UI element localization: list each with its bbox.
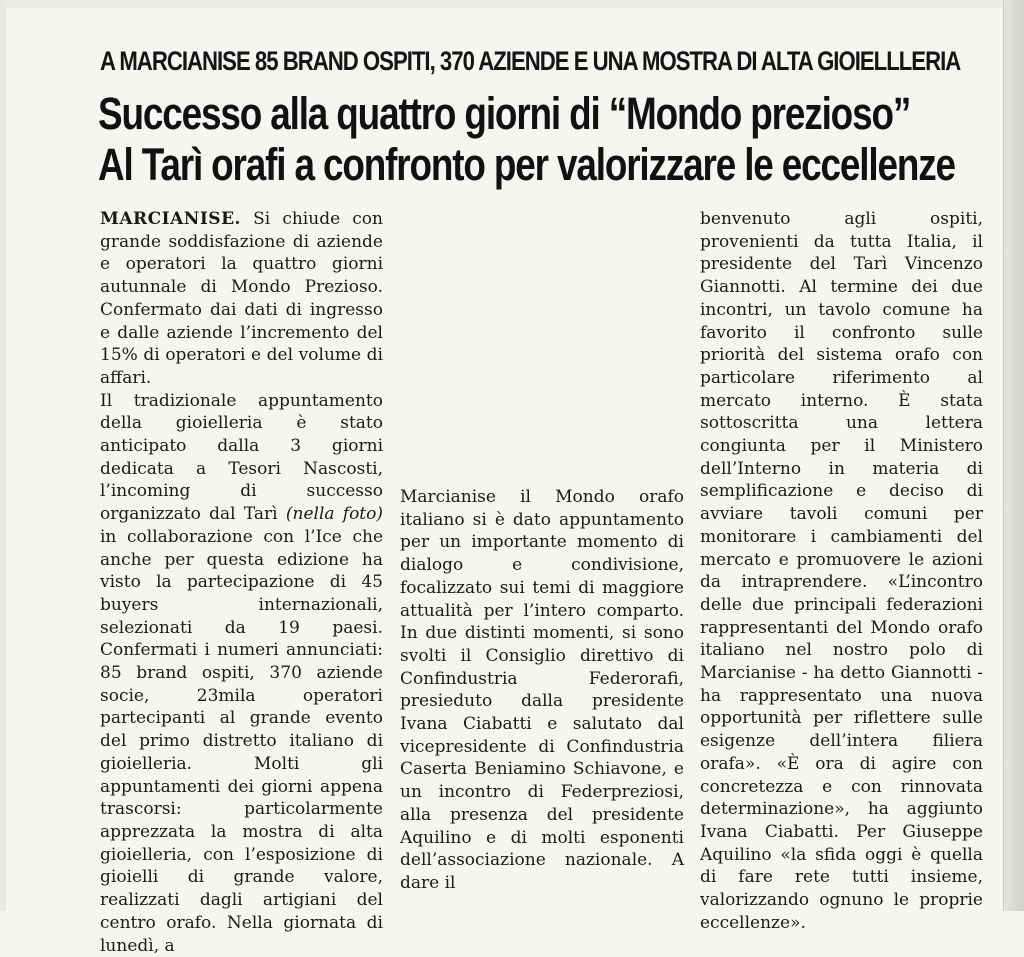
- article-headline: [98, 88, 975, 190]
- paragraph-1: [100, 208, 383, 390]
- column-3-text: benvenuto agli ospiti, provenienti da tutta Italia, il presidente del Tarì Vincenzo Giannotti. Al termine dei due incontri, un tavolo comune ha favorito il confronto sulle priorità del sistema orafo con particolare riferimento al mercato interno. È stata sottoscritta una lettera congiunta per il Ministero dell’Interno in materia di semplificazione e deciso di avviare tavoli comuni per monitorare i cambiamenti del mercato e promuovere le azioni da intraprendere. «L’incontro delle due principali federazioni rappresentanti del Mondo orafo italiano nel nostro polo di Marcianise - ha detto Giannotti - ha rappresentato una nuova opportunità per riflettere sulle esigenze dell’intera filiera orafa». «È ora di agire con concretezza e con rinnovata determinazione», ha aggiunto Ivana Ciabatti. Per Giuseppe Aquilino «la sfida oggi è quella di fare rete tutti insieme, valorizzando ognuno le proprie eccellenze».: [700, 209, 983, 933]
- article-kicker: A MARCIANISE 85 BRAND OSPITI, 370 AZIENDE E UNA MOSTRA DI ALTA GIOIELLLERIA: [100, 46, 961, 76]
- paragraph-2-text-a: Il tradizionale appuntamento della gioielleria è stato anticipato dalla 3 giorni dedicata a Tesori Nascosti, l’incoming di successo organizzato dal Tarì: [100, 390, 383, 525]
- page-edge-left: [0, 0, 6, 911]
- paragraph-2: [100, 390, 383, 957]
- page-edge-right: [1003, 0, 1024, 911]
- article-column-3: [700, 208, 983, 935]
- page-edge-top: [0, 0, 1024, 8]
- photo-reference: (nella foto): [285, 504, 384, 525]
- article-column-2: [400, 486, 684, 895]
- paragraph-2-text-b: in collaborazione con l’Ice che anche per questa edizione ha visto la partecipazione di 45 buyers internazionali, selezionati da 19 paesi. Confermati i numeri annunciati: 85 brand ospiti, 370 aziende socie, 23mila operatori partecipanti al grande evento del primo distretto italiano di gioielleria. Molti gli appuntamenti dei giorni appena trascorsi: particolarmente apprezzata la mostra di alta gioielleria, con l’esposizione di gioielli di grande valore, realizzati dagli artigiani del centro orafo. Nella giornata di lunedì, a: [100, 526, 383, 956]
- paragraph-1-text: Si chiude con grande soddisfazione di aziende e operatori la quattro giorni autunnale di Mondo Prezioso. Confermato dai dati di ingresso e dalle aziende l’incremento del 15% di operatori e del volume di affari.: [100, 209, 383, 388]
- headline-line-1: Successo alla quattro giorni di “Mondo prezioso”: [98, 88, 911, 139]
- column-2-text: Marcianise il Mondo orafo italiano si è dato appuntamento per un importante momento di dialogo e condivisione, focalizzato sui temi di maggiore attualità per l’intero comparto. In due distinti momenti, si sono svolti il Consiglio direttivo di Confindustria Federorafi, presieduto dalla presidente Ivana Ciabatti e salutato dal vicepresidente di Confindustria Caserta Beniamino Schiavone, e un incontro di Federpreziosi, alla presenza del presidente Aquilino e di molti esponenti dell’associazione nazionale. A dare il: [400, 487, 684, 893]
- article-column-1: [100, 208, 383, 957]
- dateline: MARCIANISE.: [100, 209, 241, 229]
- headline-line-2: Al Tarì orafi a confronto per valorizzare le eccellenze: [98, 139, 955, 190]
